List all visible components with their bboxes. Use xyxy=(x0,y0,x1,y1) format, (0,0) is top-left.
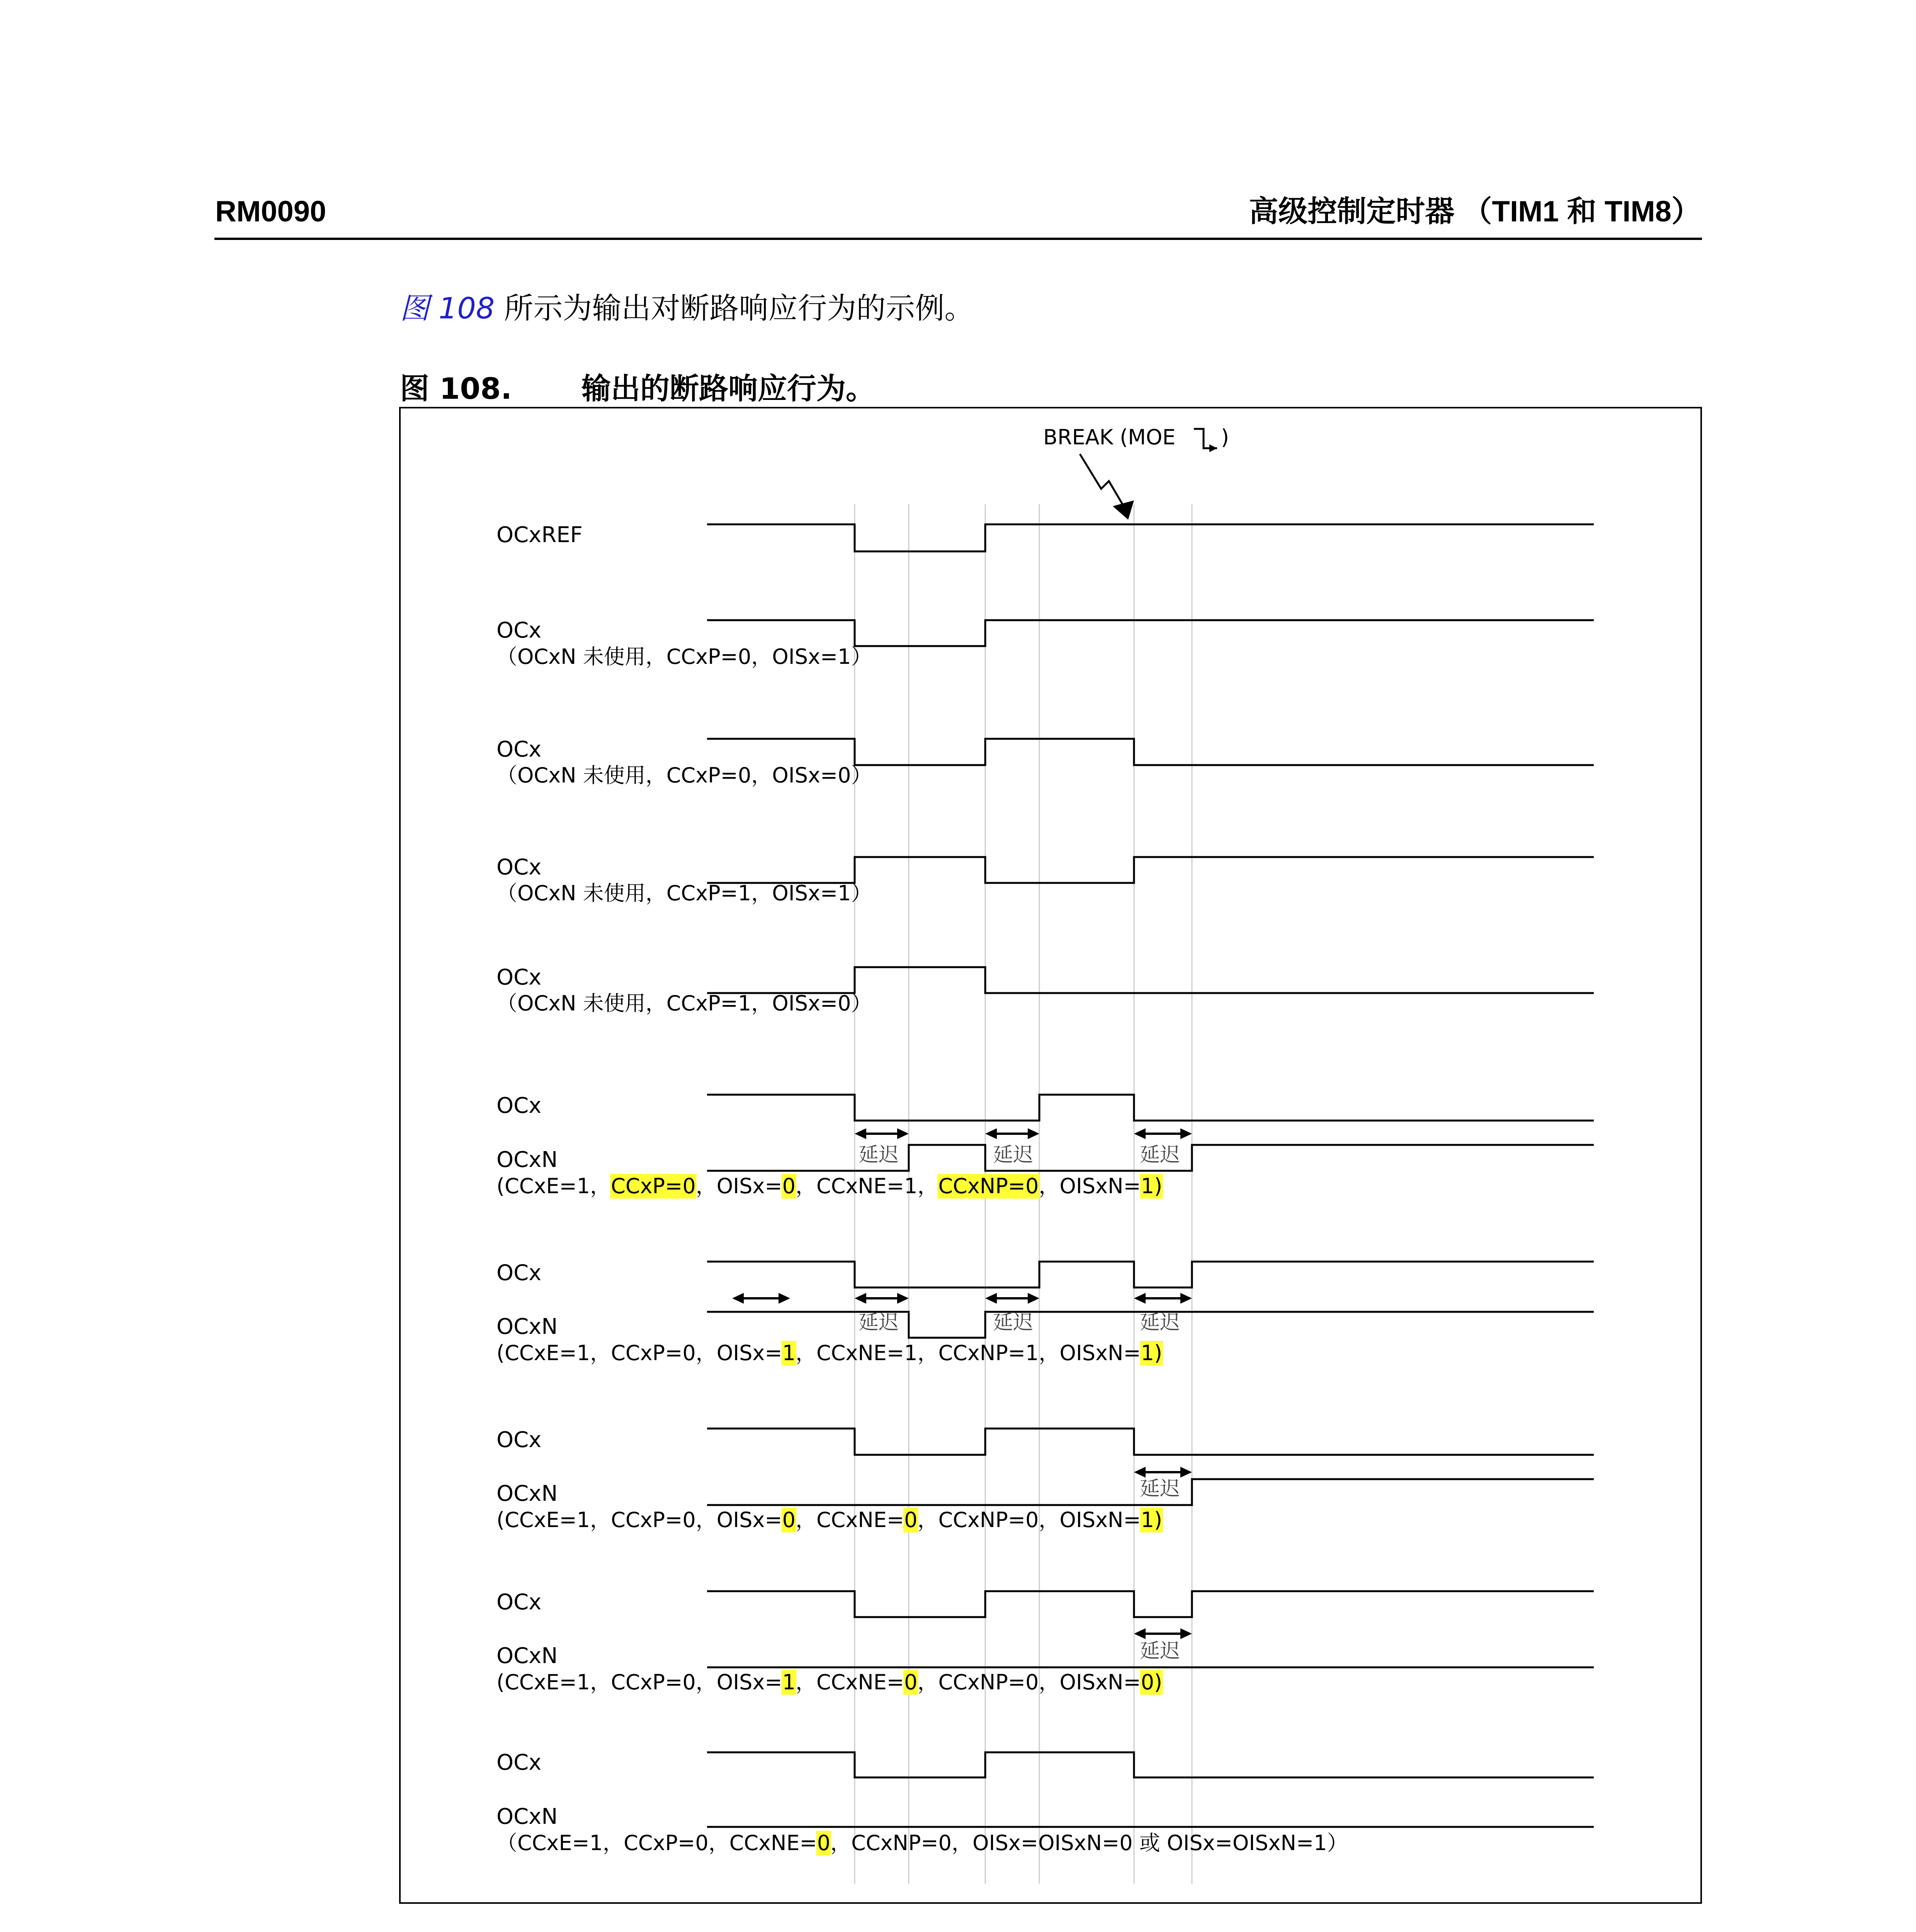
signal-name: OCx xyxy=(496,1590,542,1615)
signal-name: OCxREF xyxy=(496,522,583,548)
delay-arrowhead-left xyxy=(985,1293,997,1304)
condition-highlight: 0 xyxy=(904,1508,918,1532)
condition-part: (CCxE=1，CCxP=0，OISx= xyxy=(496,1508,782,1532)
condition-highlight: CCxNP=0 xyxy=(938,1174,1039,1198)
condition-highlight: 0) xyxy=(1141,1670,1163,1694)
intro-text: 所示为输出对断路响应行为的示例。 xyxy=(495,291,974,325)
delay-label: 延迟 xyxy=(1140,1143,1180,1167)
delay-arrowhead-left xyxy=(855,1293,866,1304)
delay-arrowhead-right xyxy=(897,1128,909,1139)
condition-part: （CCxE=1，CCxP=0，CCxNE= xyxy=(496,1831,817,1855)
condition-highlight: 0 xyxy=(904,1670,918,1694)
delay-label: 延迟 xyxy=(1140,1311,1180,1334)
signal-name: OCx xyxy=(496,737,542,762)
condition-label: （OCxN 未使用，CCxP=1，OISx=0） xyxy=(496,991,872,1015)
signal-name: OCx xyxy=(496,965,542,990)
delay-arrowhead-left xyxy=(732,1293,744,1304)
condition-highlight: 0 xyxy=(817,1831,831,1855)
delay-arrowhead-right xyxy=(1180,1628,1192,1639)
delay-label: 延迟 xyxy=(993,1311,1034,1334)
break-label-end: ) xyxy=(1221,425,1229,449)
ocx-waveform xyxy=(707,1262,1594,1287)
condition-part: ，OISxN= xyxy=(1039,1174,1141,1198)
signal-name: OCx xyxy=(496,1427,542,1452)
condition-part: (CCxE=1，CCxP=0，OISx= xyxy=(496,1341,782,1365)
signal-name-ocxn: OCxN xyxy=(496,1147,558,1172)
ocx-waveform xyxy=(707,739,1594,765)
delay-arrowhead-left xyxy=(1134,1293,1146,1304)
ocx-waveform xyxy=(707,1429,1594,1455)
condition-part: ，CCxNE= xyxy=(795,1670,904,1694)
chapter-title-header: 高级控制定时器 （TIM1 和 TIM8） xyxy=(1249,195,1701,228)
delay-label: 延迟 xyxy=(1140,1639,1180,1663)
signal-name: OCx xyxy=(496,1260,542,1286)
signal-name: OCx xyxy=(496,855,542,880)
ocx-waveform xyxy=(707,1095,1594,1121)
condition-label xyxy=(496,1174,1162,1198)
delay-arrowhead-right xyxy=(779,1293,790,1304)
delay-label: 延迟 xyxy=(859,1311,899,1334)
condition-label: （OCxN 未使用，CCxP=1，OISx=1） xyxy=(496,881,872,905)
signal-name: OCx xyxy=(496,1093,542,1118)
ocxref-waveform xyxy=(707,524,1594,551)
condition-highlight: 1) xyxy=(1141,1341,1163,1365)
condition-highlight: 1 xyxy=(782,1670,796,1694)
condition-part: (CCxE=1， xyxy=(496,1174,611,1198)
delay-arrowhead-left xyxy=(855,1128,866,1139)
ocx-waveform xyxy=(707,620,1594,646)
delay-label: 延迟 xyxy=(1140,1477,1180,1500)
delay-label: 延迟 xyxy=(859,1143,899,1167)
condition-part: ，OISx= xyxy=(695,1174,782,1198)
signal-name: OCx xyxy=(496,618,542,643)
condition-part: ，CCxNE=1， xyxy=(795,1174,938,1198)
condition-part: ，CCxNP=0，OISx=OISxN=0 或 OISx=OISxN=1） xyxy=(830,1831,1348,1855)
break-label: BREAK (MOE xyxy=(1043,425,1176,449)
delay-label: 延迟 xyxy=(993,1143,1034,1167)
delay-arrowhead-right xyxy=(1180,1467,1192,1478)
ocx-waveform xyxy=(707,1752,1594,1777)
condition-highlight: 1 xyxy=(782,1341,796,1365)
condition-label: （OCxN 未使用，CCxP=0，OISx=0） xyxy=(496,763,872,787)
condition-highlight: 0 xyxy=(782,1508,796,1532)
condition-label xyxy=(496,1670,1162,1694)
falling-edge-arrowhead xyxy=(1209,444,1217,452)
condition-highlight: 1) xyxy=(1141,1508,1163,1532)
condition-highlight: 0 xyxy=(782,1174,796,1198)
condition-part: ，CCxNP=0，OISxN= xyxy=(917,1670,1141,1694)
condition-part: ，CCxNE= xyxy=(795,1508,904,1532)
break-pointer-arrowhead xyxy=(1113,500,1134,520)
condition-part: (CCxE=1，CCxP=0，OISx= xyxy=(496,1670,782,1694)
ocx-waveform xyxy=(707,1591,1594,1617)
condition-part: ，CCxNE=1，CCxNP=1，OISxN= xyxy=(795,1341,1141,1365)
condition-label xyxy=(496,1508,1162,1532)
condition-label xyxy=(496,1341,1162,1365)
ocx-waveform xyxy=(707,967,1594,993)
figure-reference-link[interactable]: 图 108 xyxy=(400,291,495,325)
signal-name-ocxn: OCxN xyxy=(496,1481,558,1506)
signal-name: OCx xyxy=(496,1750,542,1775)
signal-name-ocxn: OCxN xyxy=(496,1314,558,1339)
condition-label xyxy=(496,1831,1348,1855)
delay-arrowhead-right xyxy=(1180,1128,1192,1139)
delay-arrowhead-right xyxy=(1028,1128,1039,1139)
delay-arrowhead-left xyxy=(1134,1628,1146,1639)
condition-part: ，CCxNP=0，OISxN= xyxy=(917,1508,1141,1532)
doc-id-header: RM0090 xyxy=(215,195,326,228)
condition-label: （OCxN 未使用，CCxP=0，OISx=1） xyxy=(496,645,872,669)
delay-arrowhead-right xyxy=(897,1293,909,1304)
delay-arrowhead-right xyxy=(1180,1293,1192,1304)
figure-number: 图 108. xyxy=(400,371,512,406)
condition-highlight: 1) xyxy=(1141,1174,1163,1198)
falling-edge-icon xyxy=(1194,429,1217,448)
delay-arrowhead-left xyxy=(985,1128,997,1139)
figure-title: 输出的断路响应行为。 xyxy=(581,371,875,406)
ocx-waveform xyxy=(707,857,1594,883)
delay-arrowhead-right xyxy=(1028,1293,1039,1304)
signal-name-ocxn: OCxN xyxy=(496,1643,558,1668)
delay-arrowhead-left xyxy=(1134,1128,1146,1139)
condition-highlight: CCxP=0 xyxy=(611,1174,696,1198)
signal-name-ocxn: OCxN xyxy=(496,1804,558,1829)
delay-arrowhead-left xyxy=(1134,1467,1146,1478)
